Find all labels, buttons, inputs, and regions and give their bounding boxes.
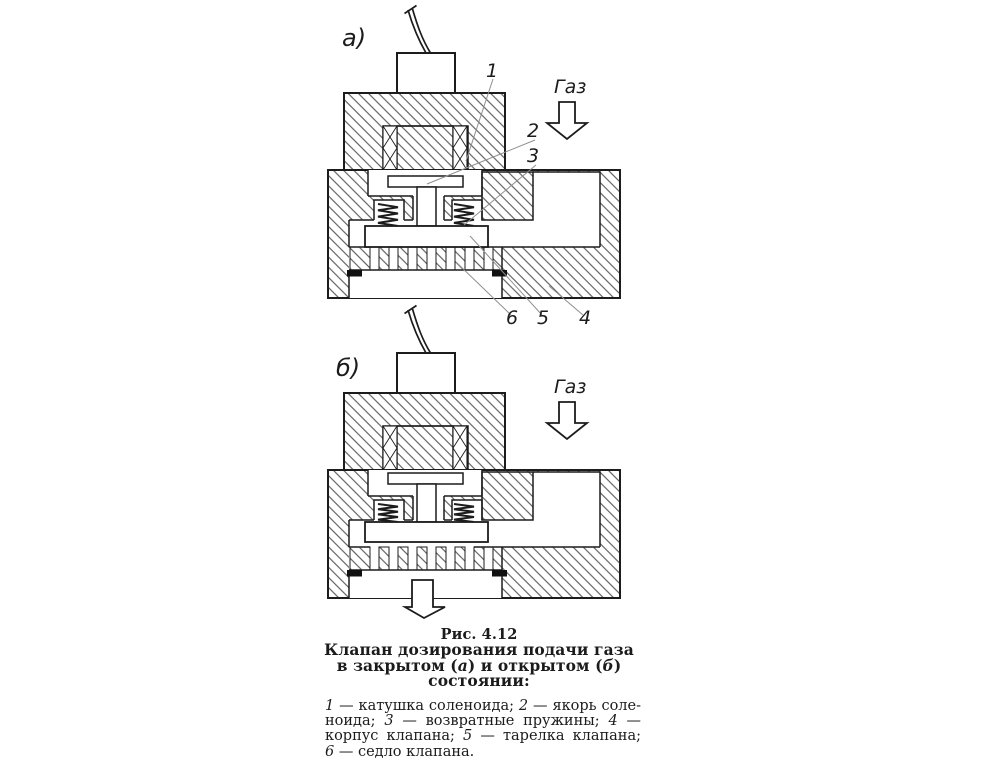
armature-stem — [417, 187, 436, 226]
text-segment: Клапан дозирования подачи газа — [324, 640, 634, 660]
text-segment: — возвратные пружины; — [393, 713, 609, 730]
text-segment: — седло клапана. — [334, 743, 475, 760]
legend-line — [325, 699, 641, 714]
text-segment: — якорь соле- — [528, 698, 641, 714]
text-segment: а — [457, 655, 468, 675]
valve-view-closed — [328, 6, 620, 299]
figure-caption — [318, 627, 640, 688]
text-segment: в закрытом ( — [336, 655, 458, 675]
text-segment: ноида; — [325, 713, 385, 730]
callout-2: 2 — [527, 120, 540, 142]
caption-line — [318, 670, 640, 690]
text-segment: — — [617, 713, 641, 730]
text-segment: корпус клапана; — [325, 728, 464, 745]
view-label-b: б) — [336, 354, 361, 382]
valve-static-geometry — [328, 6, 620, 299]
armature-plate — [388, 473, 463, 484]
callout-4: 4 — [579, 307, 592, 329]
armature-plate — [388, 176, 463, 187]
text-segment: б — [602, 655, 614, 675]
valve-static-geometry — [328, 306, 620, 599]
text-segment: — катушка соленоида; — [334, 698, 519, 714]
callout-3: 3 — [527, 145, 540, 167]
legend-line — [325, 729, 641, 744]
text-segment: 6 — [325, 743, 335, 760]
gas-label: Газ — [554, 76, 587, 98]
text-segment: 2 — [518, 698, 529, 714]
text-segment: 4 — [608, 713, 618, 730]
armature-stem — [417, 484, 436, 522]
text-segment: 1 — [325, 698, 335, 714]
figure-legend — [325, 699, 641, 760]
text-segment: ) и открытом ( — [467, 655, 603, 675]
text-segment: Рис. 4.12 — [440, 626, 518, 643]
callout-5: 5 — [537, 307, 550, 329]
text-segment: 5 — [463, 728, 473, 745]
callout-1: 1 — [486, 60, 499, 82]
legend-line — [325, 745, 641, 760]
text-segment: 3 — [384, 713, 394, 730]
text-segment: состоянии: — [428, 670, 530, 690]
valve-plate — [365, 522, 488, 542]
legend-line — [325, 714, 641, 729]
valve-plate — [365, 226, 488, 247]
callout-6: 6 — [506, 307, 519, 329]
view-label-a: а) — [342, 24, 367, 52]
text-segment: — тарелка клапана; — [472, 728, 641, 745]
valve-view-open — [328, 306, 620, 619]
text-segment: ) — [613, 655, 622, 675]
gas-label: Газ — [554, 376, 587, 398]
